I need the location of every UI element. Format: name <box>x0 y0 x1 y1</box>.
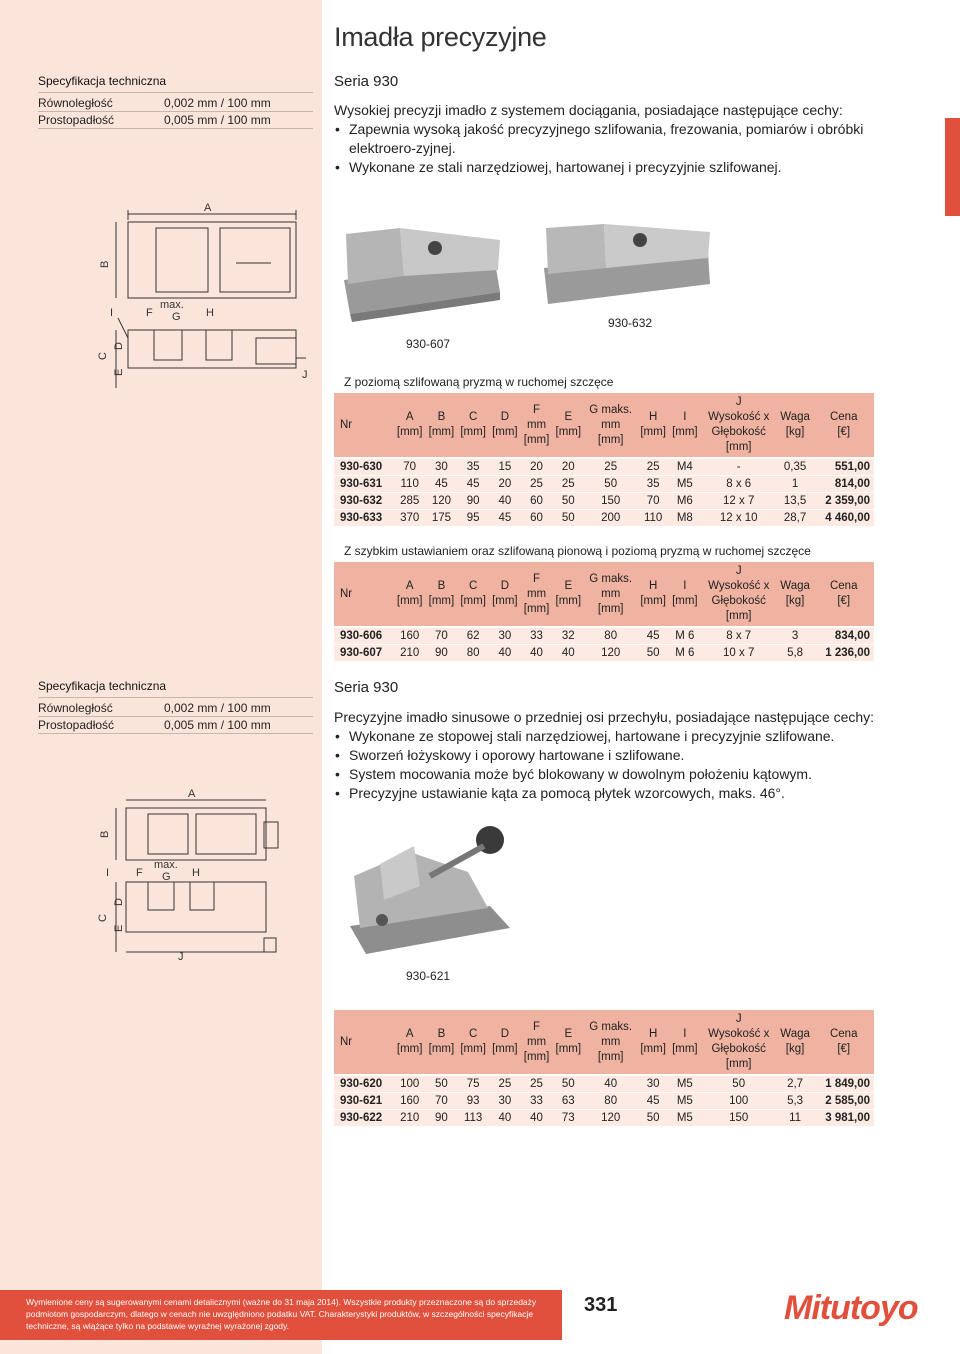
spec-label: Równoległość <box>38 96 113 110</box>
table-cell: 25 <box>552 475 584 492</box>
table-cell: 45 <box>637 1092 669 1109</box>
dim-b: B <box>99 830 111 838</box>
footer-disclaimer: Wymienione ceny są sugerowanymi cenami detalicznymi (ważne do 31 maja 2014). Wszystkie produkty przeznaczone są do sprzedaży podmiotom gospodarczym, dlatego w cenach nie uwzględniono podatku VAT. Charakterystyki produktów, w szczególności specyfikacje techniczne, są wiążące tylko na podstawie wyraźnej wyrażonej zgody. <box>26 1297 537 1331</box>
cell-price: 3 981,00 <box>813 1109 874 1126</box>
cell-price: 1 236,00 <box>813 644 874 661</box>
vise-photo-930-632 <box>540 208 715 312</box>
col-c: C [mm] <box>457 562 489 627</box>
table-cell: 20 <box>489 475 521 492</box>
table-cell: 110 <box>394 475 426 492</box>
table-cell: 35 <box>457 458 489 475</box>
dim-d: D <box>113 342 125 350</box>
table-cell: M4 <box>669 458 701 475</box>
col-h: H [mm] <box>637 1010 669 1075</box>
spec-title: Specyfikacja techniczna <box>38 73 313 93</box>
table-cell: 5,8 <box>777 644 814 661</box>
table-cell: 40 <box>521 644 553 661</box>
dim-e: E <box>113 368 125 376</box>
spec-value: 0,002 mm / 100 mm <box>164 96 271 110</box>
table-header-row <box>334 1010 874 1075</box>
table-cell: 8 x 6 <box>701 475 777 492</box>
table-cell: 210 <box>394 644 426 661</box>
dim-max: max. <box>154 859 178 871</box>
cell-price: 1 849,00 <box>813 1075 874 1092</box>
photo-caption: 930-632 <box>608 316 653 330</box>
col-b: B [mm] <box>426 562 458 627</box>
table-cell: 150 <box>701 1109 777 1126</box>
table-cell: 50 <box>637 644 669 661</box>
table-cell: 60 <box>521 492 553 509</box>
photo-caption: 930-607 <box>406 337 451 351</box>
table-cell: M 6 <box>669 644 701 661</box>
feature-item: • System mocowania może być blokowany w dowolnym położeniu kątowym. <box>334 765 934 784</box>
table-cell: 13,5 <box>777 492 814 509</box>
table-cell: 20 <box>521 458 553 475</box>
table-cell: 12 x 10 <box>701 509 777 526</box>
table-cell: 1 <box>777 475 814 492</box>
table-cell: 11 <box>777 1109 814 1126</box>
table-cell: 70 <box>426 627 458 644</box>
table-cell: 175 <box>426 509 458 526</box>
table-cell: 120 <box>584 1109 637 1126</box>
col-a: A [mm] <box>394 393 426 458</box>
cell-price: 2 585,00 <box>813 1092 874 1109</box>
table-cell: 3 <box>777 627 814 644</box>
table-cell: 50 <box>584 475 637 492</box>
spec-row <box>38 95 313 112</box>
table-cell: M5 <box>669 1092 701 1109</box>
table-cell: 8 x 7 <box>701 627 777 644</box>
spec-box-2 <box>38 678 313 734</box>
table-row <box>334 492 874 509</box>
table-cell: 2,7 <box>777 1075 814 1092</box>
col-waga: Waga [kg] <box>777 1010 814 1075</box>
col-i: I [mm] <box>669 1010 701 1075</box>
spec-table-2 <box>334 562 874 662</box>
brand-logo: Mitutoyo <box>784 1289 918 1327</box>
cell-nr: 930-631 <box>334 475 394 492</box>
table-cell: 20 <box>552 458 584 475</box>
dim-g: G <box>162 871 171 883</box>
table-cell: 33 <box>521 627 553 644</box>
table-cell: 50 <box>552 509 584 526</box>
dim-f: F <box>146 307 153 319</box>
spec-box-1 <box>38 73 313 129</box>
table-cell: 62 <box>457 627 489 644</box>
col-d: D [mm] <box>489 1010 521 1075</box>
col-nr: Nr <box>334 393 394 458</box>
table-cell: M6 <box>669 492 701 509</box>
vise-technical-drawing <box>96 198 321 388</box>
feature-item: • Zapewnia wysoką jakość precyzyjnego szlifowania, frezowania, pomiarów i obróbki elektroero-zyjnej. <box>334 120 934 158</box>
cell-nr: 930-622 <box>334 1109 394 1126</box>
series-heading: Seria 930 <box>334 73 399 90</box>
cell-price: 834,00 <box>813 627 874 644</box>
col-g: G maks. mm [mm] <box>584 562 637 627</box>
table-row <box>334 644 874 661</box>
col-cena: Cena [€] <box>813 393 874 458</box>
table-cell: 25 <box>584 458 637 475</box>
table-cell: M5 <box>669 1075 701 1092</box>
col-e: E [mm] <box>552 393 584 458</box>
table-cell: - <box>701 458 777 475</box>
table-cell: 32 <box>552 627 584 644</box>
table-cell: 40 <box>521 1109 553 1126</box>
feature-list <box>334 727 934 803</box>
dim-g: G <box>172 311 181 323</box>
table-cell: 30 <box>426 458 458 475</box>
table-cell: 160 <box>394 627 426 644</box>
col-a: A [mm] <box>394 1010 426 1075</box>
dim-max: max. <box>160 299 184 311</box>
table-cell: 45 <box>426 475 458 492</box>
table-cell: 28,7 <box>777 509 814 526</box>
table-cell: 45 <box>637 627 669 644</box>
col-b: B [mm] <box>426 1010 458 1075</box>
cell-price: 551,00 <box>813 458 874 475</box>
col-a: A [mm] <box>394 562 426 627</box>
feature-item: • Sworzeń łożyskowy i oporowy hartowane i szlifowane. <box>334 746 934 765</box>
series-heading: Seria 930 <box>334 679 399 696</box>
col-waga: Waga [kg] <box>777 393 814 458</box>
vise-photo-930-607 <box>340 210 505 326</box>
table2-caption: Z szybkim ustawianiem oraz szlifowaną pionową i poziomą pryzmą w ruchomej szczęce <box>344 544 811 558</box>
dim-a: A <box>188 788 196 800</box>
spec-value: 0,005 mm / 100 mm <box>164 718 271 732</box>
feature-list <box>334 120 934 177</box>
col-i: I [mm] <box>669 393 701 458</box>
feature-item: • Wykonane ze stopowej stali narzędziowej, hartowane i precyzyjnie szlifowane. <box>334 727 934 746</box>
col-waga: Waga [kg] <box>777 562 814 627</box>
col-d: D [mm] <box>489 562 521 627</box>
table-cell: 25 <box>637 458 669 475</box>
table-cell: 30 <box>489 627 521 644</box>
table-cell: 75 <box>457 1075 489 1092</box>
dim-i: I <box>106 867 110 879</box>
table-cell: 50 <box>552 492 584 509</box>
table-cell: 113 <box>457 1109 489 1126</box>
table-cell: 210 <box>394 1109 426 1126</box>
table-cell: 80 <box>584 627 637 644</box>
spec-label: Prostopadłość <box>38 113 115 127</box>
col-e: E [mm] <box>552 562 584 627</box>
table-cell: 25 <box>521 1075 553 1092</box>
col-cena: Cena [€] <box>813 1010 874 1075</box>
page-title: Imadła precyzyjne <box>334 22 547 52</box>
table-row <box>334 627 874 644</box>
table-cell: M 6 <box>669 627 701 644</box>
spec-value: 0,005 mm / 100 mm <box>164 113 271 127</box>
table-cell: 50 <box>426 1075 458 1092</box>
table-cell: 50 <box>637 1109 669 1126</box>
cell-nr: 930-630 <box>334 458 394 475</box>
table-cell: 95 <box>457 509 489 526</box>
table-cell: 200 <box>584 509 637 526</box>
table-header-row <box>334 562 874 627</box>
table-cell: 50 <box>701 1075 777 1092</box>
sine-vise-photo-930-621 <box>340 816 515 960</box>
table-cell: 90 <box>457 492 489 509</box>
col-h: H [mm] <box>637 393 669 458</box>
table-cell: 70 <box>426 1092 458 1109</box>
col-c: C [mm] <box>457 1010 489 1075</box>
col-cena: Cena [€] <box>813 562 874 627</box>
col-c: C [mm] <box>457 393 489 458</box>
dim-h: H <box>192 867 200 879</box>
col-b: B [mm] <box>426 393 458 458</box>
intro-text: Precyzyjne imadło sinusowe o przedniej osi przechyłu, posiadające następujące cechy: <box>334 709 875 725</box>
cell-nr: 930-632 <box>334 492 394 509</box>
table-cell: 120 <box>426 492 458 509</box>
table-cell: 40 <box>489 1109 521 1126</box>
cell-price: 2 359,00 <box>813 492 874 509</box>
cell-nr: 930-620 <box>334 1075 394 1092</box>
table-cell: 150 <box>584 492 637 509</box>
spec-title: Specyfikacja techniczna <box>38 678 313 698</box>
table-cell: 70 <box>637 492 669 509</box>
table-cell: M8 <box>669 509 701 526</box>
table-row <box>334 1075 874 1092</box>
page-number: 331 <box>584 1294 618 1316</box>
table-cell: 10 x 7 <box>701 644 777 661</box>
dim-c: C <box>97 914 109 922</box>
table-cell: 0,35 <box>777 458 814 475</box>
col-j: J Wysokość x Głębokość [mm] <box>701 1010 777 1075</box>
table-cell: 40 <box>584 1075 637 1092</box>
table-cell: 93 <box>457 1092 489 1109</box>
cell-price: 814,00 <box>813 475 874 492</box>
spec-row <box>38 700 313 717</box>
table-row <box>334 458 874 475</box>
col-nr: Nr <box>334 1010 394 1075</box>
col-d: D [mm] <box>489 393 521 458</box>
col-j: J Wysokość x Głębokość [mm] <box>701 393 777 458</box>
cell-nr: 930-606 <box>334 627 394 644</box>
table-cell: 5,3 <box>777 1092 814 1109</box>
col-e: E [mm] <box>552 1010 584 1075</box>
table-cell: 70 <box>394 458 426 475</box>
col-h: H [mm] <box>637 562 669 627</box>
table-cell: 370 <box>394 509 426 526</box>
table-cell: 73 <box>552 1109 584 1126</box>
dim-j: J <box>302 369 308 381</box>
dim-c: C <box>97 352 109 360</box>
spec-label: Równoległość <box>38 701 113 715</box>
page-edge-tab <box>945 118 960 216</box>
table-cell: 25 <box>521 475 553 492</box>
feature-item: • Wykonane ze stali narzędziowej, hartowanej i precyzyjnie szlifowanej. <box>334 158 934 177</box>
table-cell: 45 <box>489 509 521 526</box>
table-cell: 90 <box>426 1109 458 1126</box>
dim-j: J <box>178 951 184 962</box>
table-cell: 60 <box>521 509 553 526</box>
table-cell: 40 <box>552 644 584 661</box>
cell-nr: 930-621 <box>334 1092 394 1109</box>
table-cell: 33 <box>521 1092 553 1109</box>
table-cell: 45 <box>457 475 489 492</box>
table-cell: M5 <box>669 475 701 492</box>
intro-section-2 <box>334 708 934 803</box>
table-cell: 50 <box>552 1075 584 1092</box>
cell-nr: 930-607 <box>334 644 394 661</box>
table-cell: 80 <box>584 1092 637 1109</box>
table-header-row <box>334 393 874 458</box>
table-cell: 100 <box>394 1075 426 1092</box>
table-row <box>334 1109 874 1126</box>
col-i: I [mm] <box>669 562 701 627</box>
dim-i: I <box>110 307 114 319</box>
table-cell: 90 <box>426 644 458 661</box>
spec-label: Prostopadłość <box>38 718 115 732</box>
table-row <box>334 1092 874 1109</box>
table-cell: 30 <box>489 1092 521 1109</box>
cell-nr: 930-633 <box>334 509 394 526</box>
table-row <box>334 509 874 526</box>
table-cell: M5 <box>669 1109 701 1126</box>
dim-d: D <box>113 898 125 906</box>
table-row <box>334 475 874 492</box>
col-f: F mm [mm] <box>521 1010 553 1075</box>
sine-vise-technical-drawing <box>96 786 286 962</box>
intro-text: Wysokiej precyzji imadło z systemem dociągania, posiadające następujące cechy: <box>334 102 843 118</box>
cell-price: 4 460,00 <box>813 509 874 526</box>
col-j: J Wysokość x Głębokość [mm] <box>701 562 777 627</box>
dim-f: F <box>136 867 143 879</box>
table-cell: 40 <box>489 644 521 661</box>
spec-table-3 <box>334 1010 874 1127</box>
table-cell: 35 <box>637 475 669 492</box>
table-cell: 30 <box>637 1075 669 1092</box>
table-cell: 285 <box>394 492 426 509</box>
spec-row <box>38 112 313 129</box>
dim-b: B <box>99 260 111 268</box>
table-cell: 110 <box>637 509 669 526</box>
col-f: F mm [mm] <box>521 393 553 458</box>
table-cell: 80 <box>457 644 489 661</box>
col-f: F mm [mm] <box>521 562 553 627</box>
spec-value: 0,002 mm / 100 mm <box>164 701 271 715</box>
table-cell: 120 <box>584 644 637 661</box>
table-cell: 160 <box>394 1092 426 1109</box>
dim-a: A <box>204 202 212 214</box>
feature-item: • Precyzyjne ustawianie kąta za pomocą płytek wzorcowych, maks. 46°. <box>334 784 934 803</box>
table-cell: 40 <box>489 492 521 509</box>
table-cell: 25 <box>489 1075 521 1092</box>
col-g: G maks. mm [mm] <box>584 393 637 458</box>
table-cell: 12 x 7 <box>701 492 777 509</box>
col-g: G maks. mm [mm] <box>584 1010 637 1075</box>
col-nr: Nr <box>334 562 394 627</box>
spec-table-1 <box>334 393 874 527</box>
intro-section-1 <box>334 101 934 177</box>
spec-row <box>38 717 313 734</box>
dim-e: E <box>113 924 125 932</box>
table-cell: 100 <box>701 1092 777 1109</box>
photo-caption: 930-621 <box>406 969 451 983</box>
table1-caption: Z poziomą szlifowaną pryzmą w ruchomej szczęce <box>344 375 614 389</box>
table-cell: 63 <box>552 1092 584 1109</box>
table-cell: 15 <box>489 458 521 475</box>
dim-h: H <box>206 307 214 319</box>
